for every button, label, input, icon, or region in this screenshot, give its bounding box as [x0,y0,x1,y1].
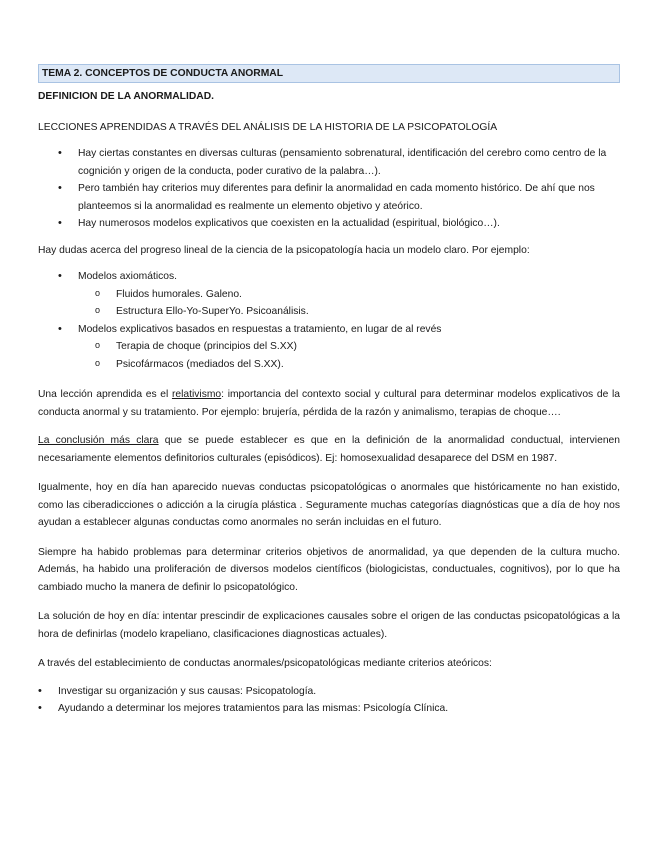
problems-paragraph: Siempre ha habido problemas para determinar criterios objetivos de anormalidad, ya que dependen de la cultura mucho. Además, ha habido una proliferación de diversos modelos científicos (biologicistas, conductuales, cognitivos), por lo que ha cambiado mucho la manera de definir lo psicopatológico. [38,546,620,593]
lessons-heading: LECCIONES APRENDIDAS A TRAVÉS DEL ANÁLISIS DE LA HISTORIA DE LA PSICOPATOLOGÍA [38,121,498,133]
models-list [38,268,620,373]
model-label: Modelos axiomáticos. [78,271,178,282]
new-behaviours-paragraph: Igualmente, hoy en día han aparecido nuevas conductas psicopatológicas o anormales que históricamente no han existido, como las ciberadicciones o adicción a la cirugía plástica . Seguramente muchas categorías diagnósticas que a día de hoy nos ayudan a establecer algunas conductas como anormales no serán incluidas en el futuro. [38,482,620,528]
conclusion-rest: que se puede establecer es que en la definición de la anormalidad conductual, intervienen necesariamente elementos definitorios culturales (episódicos). Ej: homosexualidad desaparece del DSM en 1987. [38,435,621,464]
doubts-paragraph: Hay dudas acerca del progreso lineal de la ciencia de la psicopatología hacia un modelo claro. Por ejemplo: [38,244,530,256]
model-label: Modelos explicativos basados en respuestas a tratamiento, en lugar de al revés [78,323,442,335]
conclusion-paragraph [38,432,620,467]
lessons-list [38,145,620,233]
sub-list [38,338,620,373]
relativism-paragraph [38,386,620,421]
final-list [38,683,620,718]
through-paragraph: A través del establecimiento de conductas anormales/psicopatológicas mediante criterios ateóricos: [38,658,492,669]
sub-list [38,286,620,321]
relativism-rest: : importancia del contexto social y cultural para determinar modelos explicativos de la conducta anormal y su tratamiento. Por ejemplo: brujería, pérdida de la razón y animalismo, terapias de choque…. [38,389,620,418]
solution-paragraph: La solución de hoy en día: intentar prescindir de explicaciones causales sobre el origen de las conductas psicopatológicas a la hora de definirlas (modelo krapeliano, clasificaciones diagnosticas actuales). [38,611,620,640]
topic-title: TEMA 2. CONCEPTOS DE CONDUCTA ANORMAL [38,64,620,83]
list-item: • Investigar su organización y sus causas: Psicopatología. [38,683,620,701]
list-item: • Hay ciertas constantes en diversas culturas (pensamiento sobrenatural, identificación del cerebro como centro de la cognición y origen de la conducta, poder curativo de la palabra…). [38,145,620,180]
sub-list-item: o Fluidos humorales. Galeno. [38,286,620,304]
conclusion-term: La conclusión más clara [38,435,159,446]
list-item: • Hay numerosos modelos explicativos que coexisten en la actualidad (espiritual, biológico…). [38,215,620,233]
list-item [38,268,620,321]
list-item [38,321,620,374]
sub-list-item: o Psicofármacos (mediados del S.XX). [38,356,620,374]
section-heading: DEFINICION DE LA ANORMALIDAD. [38,91,214,102]
list-item: • Pero también hay criterios muy diferentes para definir la anormalidad en cada momento histórico. De ahí que nos planteemos si la anormalidad es realmente un elemento objetivo y ateórico. [38,180,620,215]
document-page [38,64,620,718]
relativism-term: relativismo [171,389,222,400]
sub-list-item: o Terapia de choque (principios del S.XX) [38,338,620,356]
list-item: • Ayudando a determinar los mejores tratamientos para las mismas: Psicología Clínica. [38,700,620,718]
relativism-prefix: Una lección aprendida es el [38,389,172,400]
sub-list-item: o Estructura Ello-Yo-SuperYo. Psicoanálisis. [38,303,620,321]
